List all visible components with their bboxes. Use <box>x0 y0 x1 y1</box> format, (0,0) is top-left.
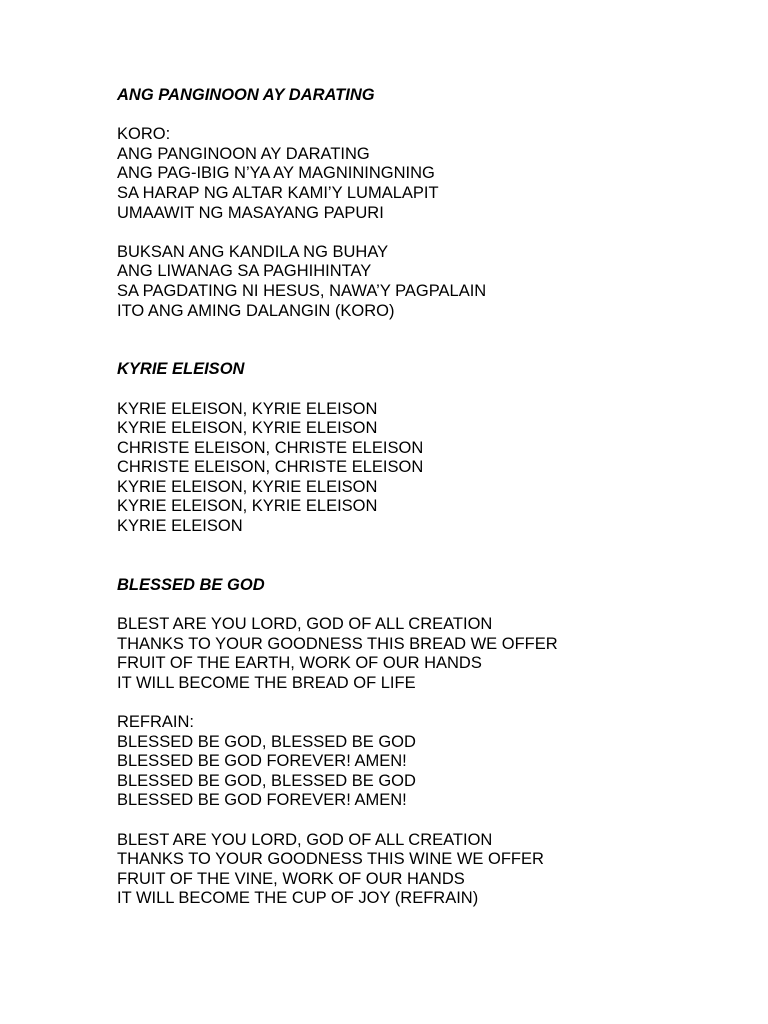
lyric-line: IT WILL BECOME THE CUP OF JOY (REFRAIN) <box>117 889 479 908</box>
lyric-line: THANKS TO YOUR GOODNESS THIS BREAD WE OFFER <box>117 634 558 653</box>
lyric-line: SA HARAP NG ALTAR KAMI’Y LUMALAPIT <box>117 183 439 202</box>
lyric-line: KYRIE ELEISON, KYRIE ELEISON <box>117 497 378 516</box>
lyric-line: BLEST ARE YOU LORD, GOD OF ALL CREATION <box>117 615 493 634</box>
lyric-line: BLESSED BE GOD FOREVER! AMEN! <box>117 791 407 810</box>
lyric-line: KYRIE ELEISON <box>117 517 243 536</box>
lyric-line: BLESSED BE GOD, BLESSED BE GOD <box>117 771 416 790</box>
lyric-line: FRUIT OF THE VINE, WORK OF OUR HANDS <box>117 869 465 888</box>
lyric-line: KYRIE ELEISON, KYRIE ELEISON <box>117 399 378 418</box>
lyric-line: ANG LIWANAG SA PAGHIHINTAY <box>117 262 372 281</box>
chorus-label: KORO: <box>117 125 171 144</box>
lyric-line: ITO ANG AMING DALANGIN (KORO) <box>117 301 395 320</box>
lyric-line: BLEST ARE YOU LORD, GOD OF ALL CREATION <box>117 830 493 849</box>
song-title: KYRIE ELEISON <box>117 360 245 379</box>
lyric-line: UMAAWIT NG MASAYANG PAPURI <box>117 203 384 222</box>
lyric-line: SA PAGDATING NI HESUS, NAWA’Y PAGPALAIN <box>117 281 487 300</box>
song-title: BLESSED BE GOD <box>117 575 265 594</box>
lyric-line: THANKS TO YOUR GOODNESS THIS WINE WE OFFER <box>117 850 544 869</box>
song-title: ANG PANGINOON AY DARATING <box>117 86 375 104</box>
lyric-line: BUKSAN ANG KANDILA NG BUHAY <box>117 242 389 261</box>
lyric-line: FRUIT OF THE EARTH, WORK OF OUR HANDS <box>117 654 482 673</box>
refrain-label: REFRAIN: <box>117 713 195 731</box>
lyric-line: CHRISTE ELEISON, CHRISTE ELEISON <box>117 458 424 477</box>
lyric-line: KYRIE ELEISON, KYRIE ELEISON <box>117 419 378 438</box>
lyric-line: CHRISTE ELEISON, CHRISTE ELEISON <box>117 438 424 457</box>
lyric-line: ANG PANGINOON AY DARATING <box>117 144 370 163</box>
lyric-line: KYRIE ELEISON, KYRIE ELEISON <box>117 477 378 496</box>
lyric-line: IT WILL BECOME THE BREAD OF LIFE <box>117 673 416 692</box>
lyric-line: ANG PAG-IBIG N’YA AY MAGNININGNING <box>117 164 435 183</box>
lyric-line: BLESSED BE GOD, BLESSED BE GOD <box>117 732 416 751</box>
lyric-line: BLESSED BE GOD FOREVER! AMEN! <box>117 752 407 771</box>
lyrics-content <box>117 86 737 909</box>
